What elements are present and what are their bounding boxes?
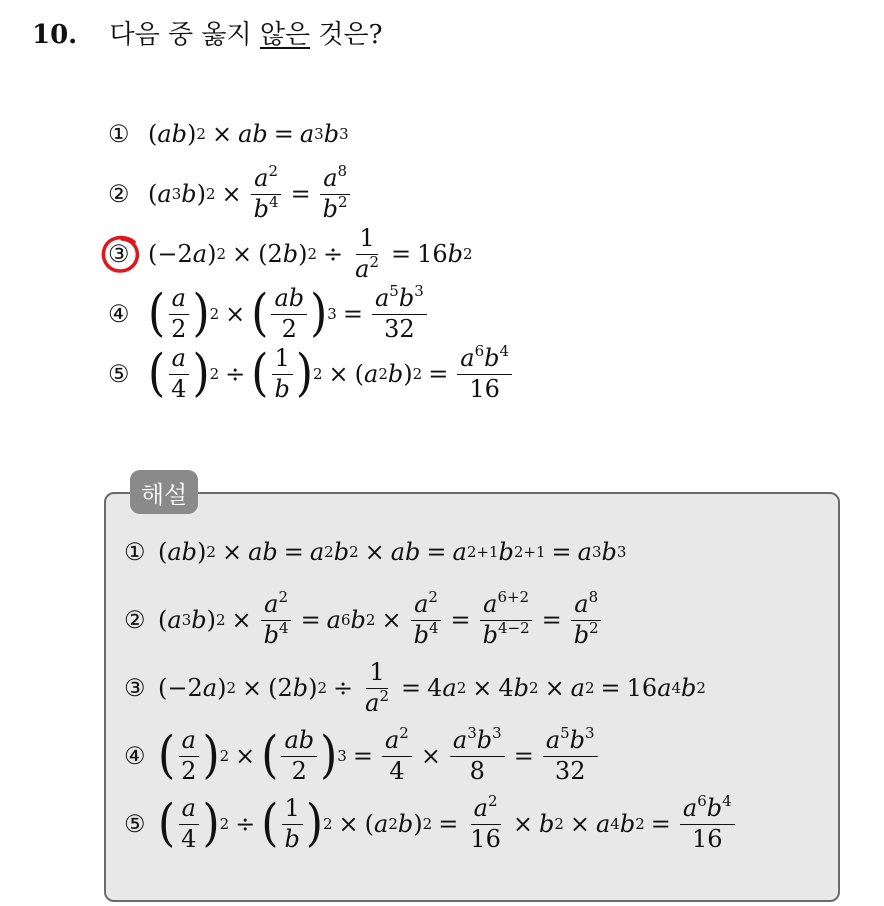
solution-5 [124,790,824,858]
explanation-tag: 해설 [130,470,198,514]
solution-mark: ① [124,538,146,566]
choice-2[interactable] [108,164,808,224]
solution-expression: ( ab ) 2 × ab = a 2 b 2 × ab = a 2+1 b 2+1 = a 3 b 3 [158,538,627,566]
solution-4 [124,722,824,790]
solution-3 [124,654,824,722]
choice-expression: ( $\frac{a}{4}$ ) 2 ÷ ( $\frac{1}{b}$ ) 2 × ( a 2 b ) 2 = $\frac{a^6b^4}{16}$ [148,346,515,401]
question-number: 10. [32,20,78,50]
choice-expression: (−2 a ) 2 × (2 b ) 2 ÷ $\frac{1}{a^2}$ = 16 b 2 [148,224,473,283]
choice-5[interactable] [108,344,808,404]
answer-circle-icon [100,233,142,275]
solution-expression: (−2 a ) 2 × (2 b ) 2 ÷ $\frac{1}{a^2}$ = 4 a 2 × 4 b 2 × a 2 = 16 a 4 b 2 [158,658,706,717]
solution-expression: ( $\frac{a}{2}$ ) 2 × ( $\frac{ab}{2}$ ) 3 = $\frac{a^2}{4}$ × $\frac{a^3b^3}{8}$ = $\frac{a^5b^3}{32}$ [158,728,601,783]
choice-mark: ② [108,180,130,208]
solution-1 [124,518,824,586]
question-text-underlined: 않은 [259,20,311,50]
choice-expression: ( ab ) 2 × ab = a 3 b 3 [148,120,349,148]
choice-expression: ( $\frac{a}{2}$ ) 2 × ( $\frac{ab}{2}$ ) 3 = $\frac{a^5b^3}{32}$ [148,286,430,341]
choice-4[interactable] [108,284,808,344]
question-text-after: 것은? [310,20,383,50]
solution-mark: ④ [124,742,146,770]
choice-expression: ( a 3 b ) 2 × $\frac{a^2}{b^4}$ = $\frac{a^8}{b^2}$ [148,166,354,221]
solution-2 [124,586,824,654]
choices-list [108,104,808,404]
choice-mark: ③ [108,240,130,268]
question-header [32,14,383,51]
explanation-steps [124,518,824,858]
solution-mark: ③ [124,674,146,702]
solution-expression: ( a 3 b ) 2 × $\frac{a^2}{b^4}$ = a 6 b 2 × $\frac{a^2}{b^4}$ = $\frac{a^{6+2}}{b^{4-2}}$ = $\frac{a^8}{b^2}$ [158,592,605,647]
question-text-before: 다음 중 옳지 [109,20,260,50]
choice-1[interactable] [108,104,808,164]
solution-expression: ( $\frac{a}{4}$ ) 2 ÷ ( $\frac{1}{b}$ ) 2 × ( a 2 b ) 2 = $\frac{a^2}{16}$ × b 2 × a 4 b 2 = $\frac{a^6b^4}{16}$ [158,796,738,851]
choice-mark: ⑤ [108,360,130,388]
choice-mark: ① [108,120,130,148]
choice-mark: ④ [108,300,130,328]
question-text [110,20,383,50]
choice-3[interactable] [108,224,808,284]
solution-mark: ⑤ [124,810,146,838]
solution-mark: ② [124,606,146,634]
